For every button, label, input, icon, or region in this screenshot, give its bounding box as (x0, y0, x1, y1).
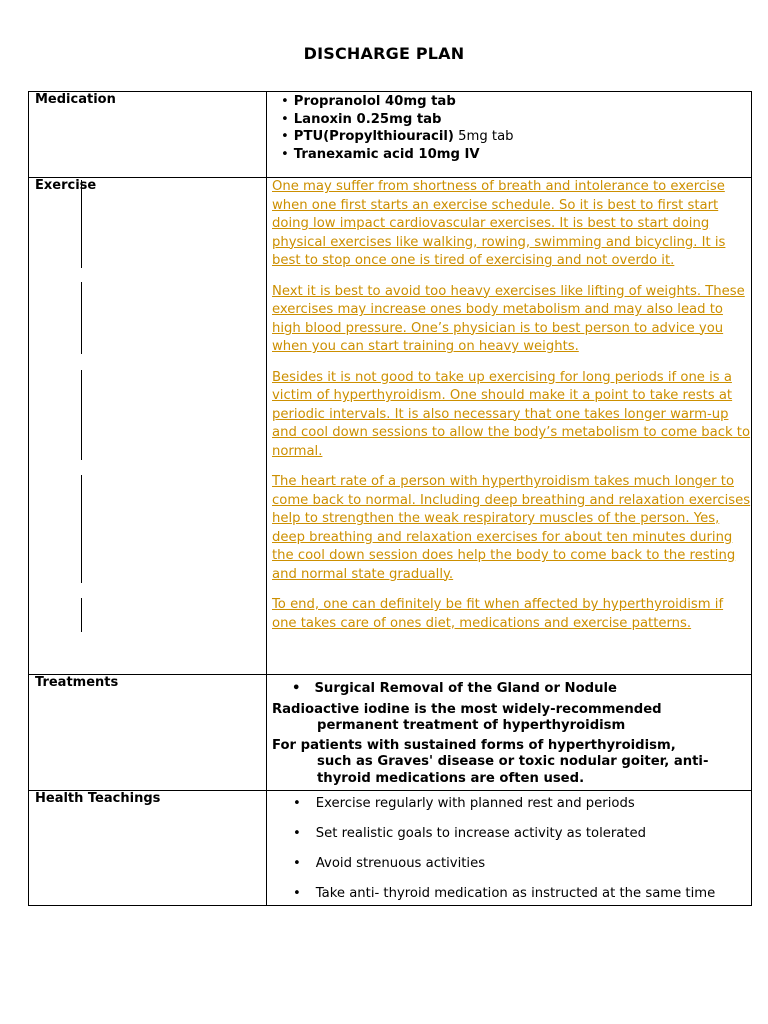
health-teachings-label: Health Teachings (29, 791, 267, 906)
treatments-label: Treatments (29, 675, 267, 791)
exercise-paragraph: To end, one can definitely be fit when affected by hyperthyroidism if one takes care of ones diet, medications and exercise patterns. (272, 597, 724, 631)
margin-bar (81, 282, 82, 354)
margin-bar (81, 180, 82, 268)
medication-name: Lanoxin 0.25mg tab (293, 111, 442, 127)
treatment-line: such as Graves' disease or toxic nodular goiter, anti- (317, 754, 709, 769)
exercise-paragraph: Next it is best to avoid too heavy exercises like lifting of weights. These exercises may increase ones body metabolism and may also lead to high blood pressure. One’s physician is to best person to advice you when you can start training on heavy weights. (272, 283, 745, 354)
medication-dose: 5mg tab (453, 129, 514, 144)
health-teachings-list (267, 795, 751, 903)
medication-item (281, 93, 751, 111)
treatments-row (29, 675, 752, 791)
medication-label: Medication (29, 92, 267, 178)
treatment-line: For patients with sustained forms of hyperthyroidism, (272, 737, 676, 753)
margin-bar (81, 598, 82, 632)
medication-name: Propranolol 40mg tab (293, 94, 456, 109)
exercise-content (267, 178, 752, 675)
medication-name: PTU(Propylthiouracil) (293, 129, 454, 144)
medication-content (267, 92, 752, 178)
health-teaching-item: • Take anti- thyroid medication as instructed at the same time (293, 885, 751, 903)
treatment-line: permanent treatment of hyperthyroidism (317, 718, 626, 733)
health-teaching-item: • Avoid strenuous activities (293, 855, 751, 873)
health-teaching-item: • Exercise regularly with planned rest and periods (293, 795, 751, 813)
treatment-paragraph (272, 738, 751, 788)
treatment-bullet: • Surgical Removal of the Gland or Nodule (272, 681, 751, 698)
treatments-content (267, 675, 752, 791)
treatments-list (267, 681, 751, 787)
medication-item (281, 128, 751, 146)
treatment-line: Radioactive iodine is the most widely-recommended (272, 701, 662, 717)
exercise-row (29, 178, 752, 675)
medication-row (29, 92, 752, 178)
page-title: DISCHARGE PLAN (303, 44, 465, 63)
health-teachings-row (29, 791, 752, 906)
exercise-paragraph: Besides it is not good to take up exercising for long periods if one is a victim of hyperthyroidism. One should make it a point to take rests at periodic intervals. It is also necessary that one takes longer warm-up and cool down sessions to allow the body’s metabolism to come back to normal. (272, 369, 751, 459)
margin-bar (81, 475, 82, 583)
exercise-paragraph: One may suffer from shortness of breath and intolerance to exercise when one first starts an exercise schedule. So it is best to first start doing low impact cardiovascular exercises. It is best to start doing physical exercises like walking, rowing, swimming and bicycling. It is best to stop once one is tired of exercising and not overdo it. (272, 179, 726, 268)
discharge-plan-table (28, 91, 752, 906)
health-teachings-content (267, 791, 752, 906)
health-teaching-item: • Set realistic goals to increase activity as tolerated (293, 825, 751, 843)
treatment-line: thyroid medications are often used. (317, 770, 585, 786)
medication-name: Tranexamic acid 10mg IV (293, 146, 480, 162)
treatment-paragraph (272, 702, 751, 735)
margin-bar (81, 370, 82, 460)
exercise-label-cell (29, 178, 267, 675)
medication-list (267, 92, 751, 163)
exercise-paragraph: The heart rate of a person with hyperthyroidism takes much longer to come back to normal. Including deep breathing and relaxation exercises help to strengthen the weak respiratory muscles of the person. Yes, deep breathing and relaxation exercises for about ten minutes during the cool down session does help the body to come back to the resting and normal state gradually. (272, 474, 751, 582)
exercise-label: Exercise (35, 178, 97, 193)
medication-item (281, 146, 751, 164)
medication-item (281, 111, 751, 129)
